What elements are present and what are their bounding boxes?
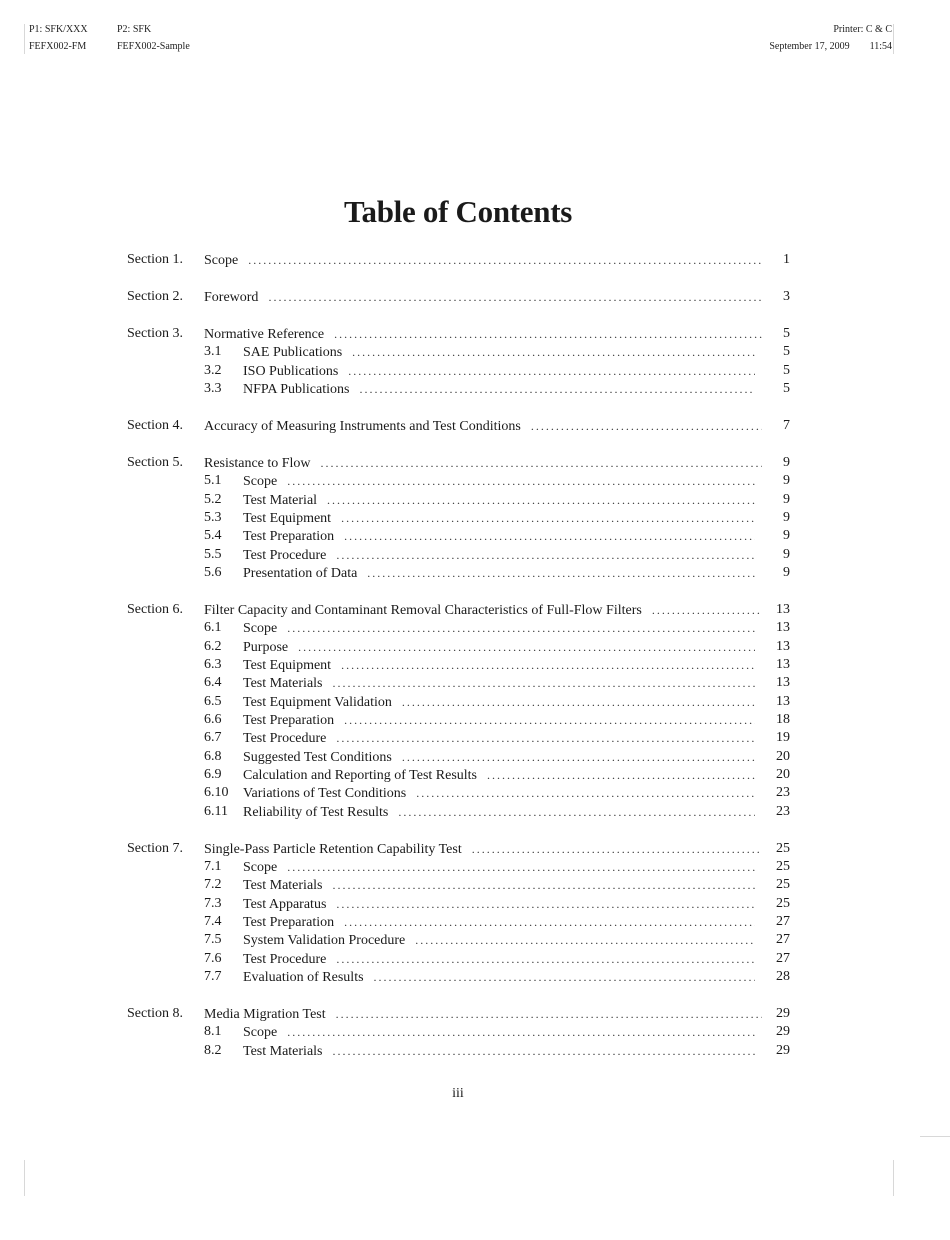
subsection-title: NFPA Publications (243, 381, 350, 397)
dot-leader (398, 802, 755, 822)
page-number: iii (452, 1086, 464, 1101)
toc-subsection-row[interactable] (0, 1041, 950, 1061)
page-ref: 5 (783, 344, 790, 360)
toc-subsection-row[interactable] (0, 894, 950, 914)
toc-subsection-row[interactable] (0, 526, 950, 546)
dot-leader (334, 324, 762, 344)
section-title: Normative Reference (204, 326, 325, 342)
section-title: Filter Capacity and Contaminant Removal Characteristics of Full-Flow Filters (204, 602, 642, 618)
subsection-number: 6.4 (204, 675, 222, 691)
page-ref: 9 (783, 491, 790, 507)
toc-subsection-row[interactable] (0, 1022, 950, 1042)
subsection-number: 6.9 (204, 767, 222, 783)
dot-leader (348, 361, 755, 381)
page-ref: 5 (783, 325, 790, 341)
dot-leader (287, 1022, 755, 1042)
page-ref: 13 (776, 675, 790, 691)
page-ref: 29 (776, 1042, 790, 1058)
toc-entry (204, 287, 762, 308)
subsection-number: 6.10 (204, 785, 229, 801)
toc-subsection-row[interactable] (0, 673, 950, 693)
section-title: Single-Pass Particle Retention Capability Test (204, 841, 462, 857)
dot-leader (333, 1041, 756, 1061)
page-ref: 9 (783, 454, 790, 470)
dot-leader (336, 545, 755, 565)
page-ref: 9 (783, 509, 790, 525)
toc-subsection-row[interactable] (0, 912, 950, 932)
page-ref: 25 (776, 877, 790, 893)
dot-leader (416, 783, 755, 803)
toc-entry (243, 802, 755, 823)
dot-leader (336, 894, 755, 914)
dot-leader (359, 379, 755, 399)
toc-section-row[interactable] (0, 250, 950, 270)
dot-leader (333, 875, 756, 895)
subsection-title: Scope (243, 860, 278, 876)
toc-subsection-row[interactable] (0, 545, 950, 565)
toc-entry (204, 250, 762, 271)
dot-leader (402, 692, 755, 712)
subsection-title: Presentation of Data (243, 565, 358, 581)
header-time: 11:54 (869, 41, 892, 52)
subsection-title: Scope (243, 621, 278, 637)
subsection-number: 8.2 (204, 1042, 222, 1058)
toc-section-row[interactable] (0, 287, 950, 307)
toc-subsection-row[interactable] (0, 637, 950, 657)
page-ref: 9 (783, 528, 790, 544)
running-header-left (29, 21, 190, 55)
subsection-title: System Validation Procedure (243, 933, 406, 949)
subsection-title: Test Equipment (243, 510, 332, 526)
toc-subsection-row[interactable] (0, 361, 950, 381)
crop-mark (24, 1160, 25, 1196)
subsection-title: Scope (243, 1025, 278, 1041)
subsection-title: Test Procedure (243, 951, 327, 967)
page-ref: 3 (783, 288, 790, 304)
subsection-number: 6.2 (204, 638, 222, 654)
header-sample: FEFX002-Sample (117, 41, 190, 52)
toc-section-row[interactable] (0, 839, 950, 859)
subsection-number: 7.4 (204, 914, 222, 930)
dot-leader (652, 600, 762, 620)
section-label: Section 8. (127, 1006, 183, 1022)
section-label: Section 1. (127, 252, 183, 267)
subsection-title: Test Procedure (243, 731, 327, 747)
page-ref: 13 (776, 601, 790, 617)
toc-subsection-row[interactable] (0, 875, 950, 895)
page-ref: 23 (776, 803, 790, 819)
subsection-number: 6.6 (204, 712, 222, 727)
subsection-number: 6.1 (204, 620, 222, 636)
toc-subsection-row[interactable] (0, 490, 950, 510)
page-ref: 1 (783, 252, 790, 267)
page-ref: 27 (776, 950, 790, 966)
dot-leader (402, 747, 755, 767)
section-title: Foreword (204, 289, 259, 305)
toc-subsection-row[interactable] (0, 967, 950, 987)
section-label: Section 7. (127, 840, 183, 856)
dot-leader (344, 526, 755, 546)
subsection-title: Test Material (243, 492, 318, 508)
subsection-title: Reliability of Test Results (243, 804, 389, 820)
subsection-number: 3.1 (204, 344, 222, 360)
toc-entry (243, 967, 755, 988)
subsection-title: SAE Publications (243, 345, 343, 361)
page-ref: 29 (776, 1006, 790, 1022)
crop-mark (893, 1160, 894, 1196)
toc-subsection-row[interactable] (0, 949, 950, 969)
toc-subsection-row[interactable] (0, 342, 950, 362)
page-ref: 9 (783, 564, 790, 580)
dot-leader (367, 563, 755, 583)
dot-leader (268, 287, 762, 307)
toc-entry (204, 416, 762, 437)
subsection-number: 7.3 (204, 895, 222, 911)
section-label: Section 5. (127, 454, 183, 470)
section-label: Section 6. (127, 601, 183, 617)
dot-leader (374, 967, 755, 987)
toc-subsection-row[interactable] (0, 747, 950, 767)
dot-leader (321, 453, 762, 473)
toc-subsection-row[interactable] (0, 802, 950, 822)
subsection-number: 7.2 (204, 877, 222, 893)
page-ref: 13 (776, 693, 790, 709)
subsection-number: 6.11 (204, 803, 228, 819)
subsection-number: 7.7 (204, 969, 222, 985)
crop-mark (24, 24, 25, 54)
toc-subsection-row[interactable] (0, 710, 950, 730)
section-title: Resistance to Flow (204, 455, 311, 471)
subsection-number: 3.2 (204, 362, 222, 378)
toc-section-row[interactable] (0, 324, 950, 344)
toc-subsection-row[interactable] (0, 471, 950, 491)
page-ref: 5 (783, 362, 790, 378)
toc-entry (243, 379, 755, 400)
page-ref: 25 (776, 895, 790, 911)
dot-leader (298, 637, 755, 657)
dot-leader (336, 728, 755, 748)
toc-entry (243, 1041, 755, 1062)
page-ref: 20 (776, 767, 790, 783)
subsection-title: ISO Publications (243, 363, 339, 379)
subsection-title: Test Preparation (243, 529, 335, 545)
dot-leader (531, 416, 762, 436)
toc-subsection-row[interactable] (0, 783, 950, 803)
page-ref: 19 (776, 730, 790, 746)
subsection-number: 5.5 (204, 546, 222, 562)
toc-subsection-row[interactable] (0, 379, 950, 399)
subsection-title: Calculation and Reporting of Test Results (243, 768, 478, 784)
page-ref: 27 (776, 932, 790, 948)
subsection-number: 6.3 (204, 656, 222, 672)
toc-subsection-row[interactable] (0, 765, 950, 785)
header-date: September 17, 2009 (769, 41, 850, 52)
section-label: Section 2. (127, 288, 183, 304)
subsection-title: Test Materials (243, 878, 323, 894)
running-header-right (769, 21, 892, 55)
header-p1: P1: SFK/XXX (29, 24, 88, 35)
toc-subsection-row[interactable] (0, 728, 950, 748)
page-ref: 28 (776, 969, 790, 985)
section-label: Section 3. (127, 325, 183, 341)
header-p2: P2: SFK (117, 24, 152, 35)
subsection-number: 5.3 (204, 509, 222, 525)
dot-leader (336, 949, 755, 969)
subsection-number: 8.1 (204, 1024, 222, 1040)
subsection-number: 7.1 (204, 859, 222, 875)
page-ref: 7 (783, 417, 790, 433)
dot-leader (287, 857, 755, 877)
subsection-title: Purpose (243, 639, 289, 655)
toc-subsection-row[interactable] (0, 857, 950, 877)
dot-leader (415, 930, 755, 950)
subsection-title: Test Equipment Validation (243, 694, 392, 710)
page-ref: 27 (776, 914, 790, 930)
subsection-title: Variations of Test Conditions (243, 786, 407, 802)
dot-leader (341, 655, 755, 675)
page-ref: 9 (783, 473, 790, 489)
crop-mark (920, 1136, 950, 1137)
subsection-number: 7.5 (204, 932, 222, 948)
section-label: Section 4. (127, 417, 183, 433)
toc-entry (243, 563, 755, 584)
header-fm: FEFX002-FM (29, 41, 87, 52)
page-ref: 13 (776, 620, 790, 636)
page-ref: 9 (783, 546, 790, 562)
toc-section-row[interactable] (0, 453, 950, 473)
toc-section-row[interactable] (0, 1004, 950, 1024)
page-ref: 20 (776, 748, 790, 764)
subsection-number: 5.6 (204, 564, 222, 580)
header-printer: Printer: C & C (833, 24, 892, 35)
toc-subsection-row[interactable] (0, 508, 950, 528)
section-title: Media Migration Test (204, 1007, 326, 1023)
dot-leader (333, 673, 756, 693)
page-ref: 13 (776, 638, 790, 654)
page-ref: 13 (776, 656, 790, 672)
dot-leader (472, 839, 762, 859)
subsection-number: 5.1 (204, 473, 222, 489)
page-ref: 5 (783, 380, 790, 396)
page-ref: 25 (776, 840, 790, 856)
toc-section-row[interactable] (0, 416, 950, 436)
toc-section-row[interactable] (0, 600, 950, 620)
subsection-title: Test Equipment (243, 657, 332, 673)
dot-leader (487, 765, 755, 785)
dot-leader (352, 342, 755, 362)
page-ref: 25 (776, 859, 790, 875)
dot-leader (344, 710, 755, 730)
subsection-title: Suggested Test Conditions (243, 749, 392, 765)
toc-subsection-row[interactable] (0, 618, 950, 638)
dot-leader (248, 250, 762, 270)
subsection-title: Scope (243, 474, 278, 490)
subsection-title: Test Preparation (243, 915, 335, 931)
dot-leader (344, 912, 755, 932)
dot-leader (336, 1004, 762, 1024)
subsection-title: Test Materials (243, 1043, 323, 1059)
subsection-number: 6.8 (204, 748, 222, 764)
subsection-title: Test Apparatus (243, 896, 327, 912)
page-ref: 23 (776, 785, 790, 801)
dot-leader (327, 490, 755, 510)
crop-mark (893, 24, 894, 54)
page-title: Table of Contents (343, 193, 572, 229)
toc-subsection-row[interactable] (0, 930, 950, 950)
page-ref: 18 (776, 712, 790, 727)
section-title: Scope (204, 253, 239, 268)
subsection-number: 5.2 (204, 491, 222, 507)
dot-leader (341, 508, 755, 528)
section-title: Accuracy of Measuring Instruments and Test Conditions (204, 418, 521, 434)
subsection-title: Evaluation of Results (243, 970, 364, 986)
toc-subsection-row[interactable] (0, 655, 950, 675)
toc-subsection-row[interactable] (0, 563, 950, 583)
page-ref: 29 (776, 1024, 790, 1040)
subsection-title: Test Procedure (243, 547, 327, 563)
subsection-number: 6.7 (204, 730, 222, 746)
subsection-number: 6.5 (204, 693, 222, 709)
subsection-title: Test Materials (243, 676, 323, 692)
subsection-title: Test Preparation (243, 713, 335, 728)
subsection-number: 5.4 (204, 528, 222, 544)
toc-subsection-row[interactable] (0, 692, 950, 712)
subsection-number: 3.3 (204, 380, 222, 396)
dot-leader (287, 471, 755, 491)
subsection-number: 7.6 (204, 950, 222, 966)
dot-leader (287, 618, 755, 638)
